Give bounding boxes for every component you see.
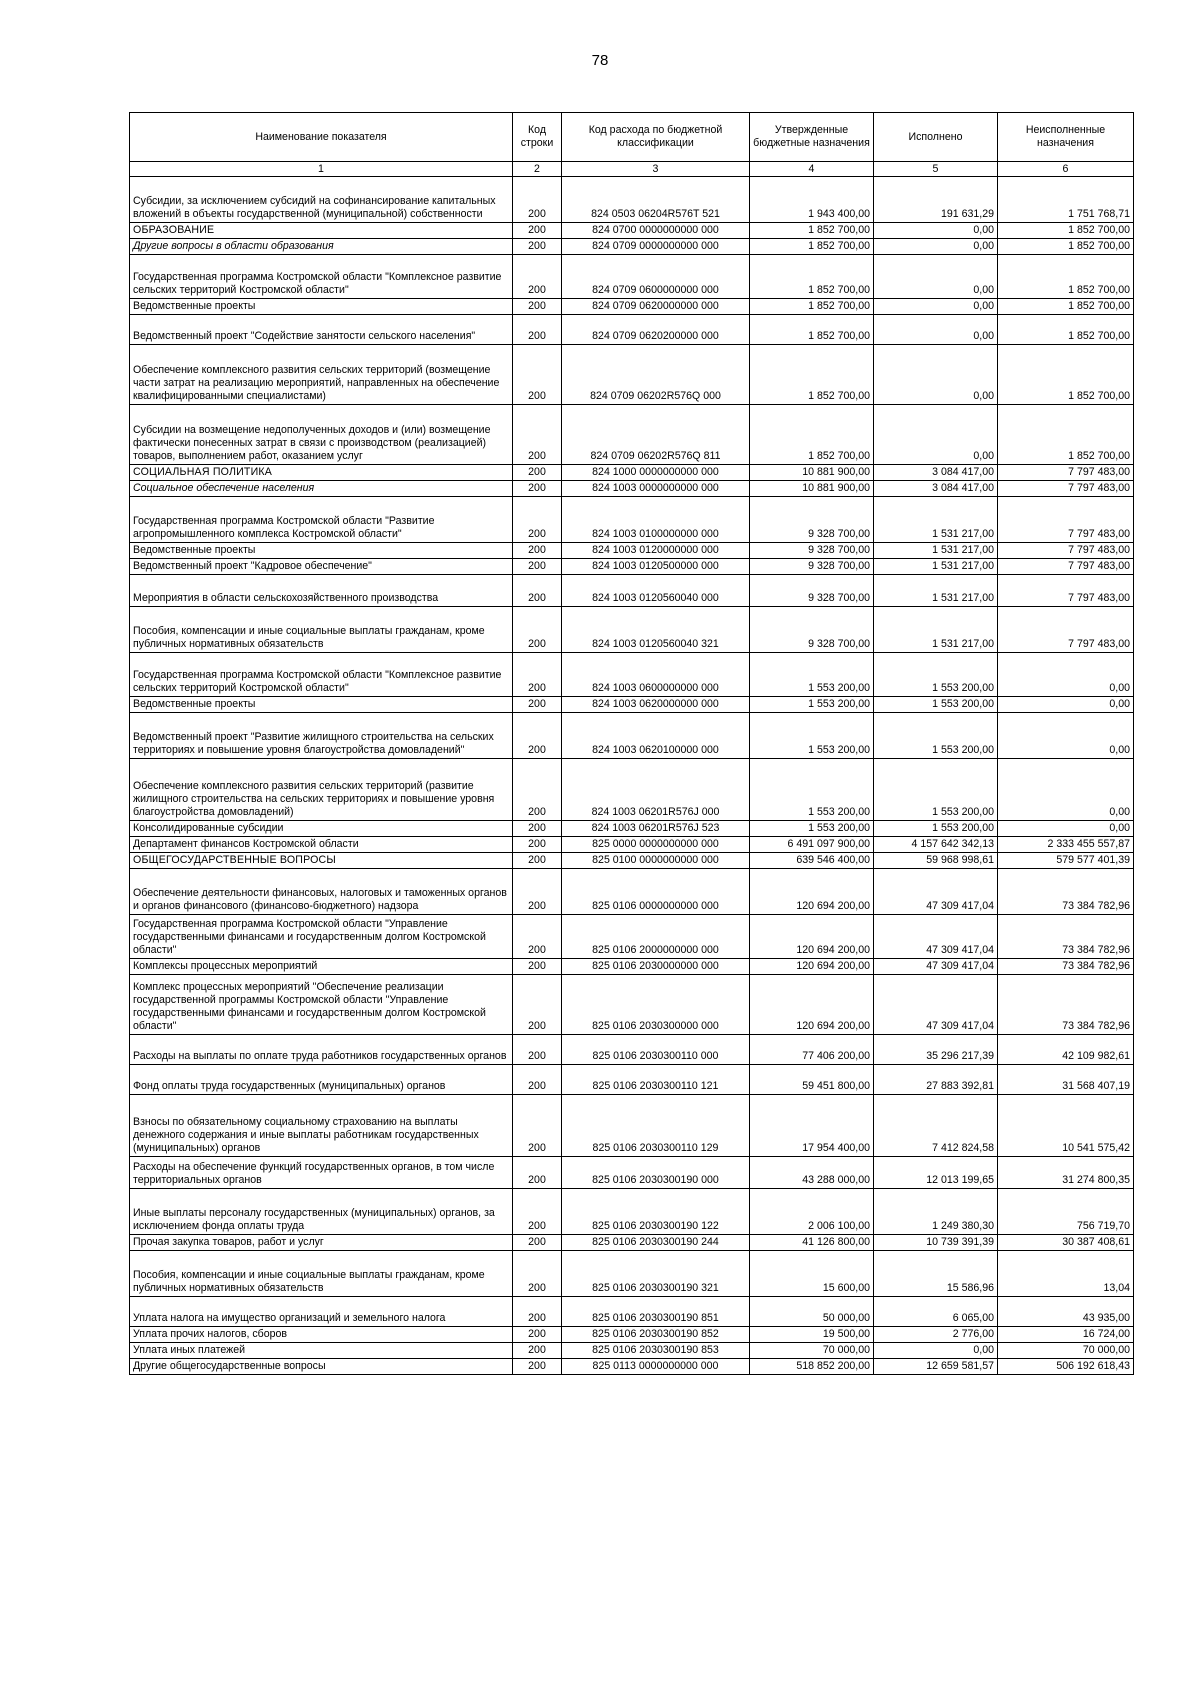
row-unexecuted-amount: 7 797 483,00: [998, 465, 1134, 481]
row-executed-amount: 47 309 417,04: [874, 869, 998, 915]
table-row: [130, 713, 1134, 759]
row-name: Субсидии, за исключением субсидий на софинансирование капитальных вложений в объекты государственной (муниципальной) собственности: [130, 177, 513, 223]
row-executed-amount: 12 659 581,57: [874, 1359, 998, 1375]
row-unexecuted-amount: 1 852 700,00: [998, 299, 1134, 315]
row-line-code: 200: [513, 481, 562, 497]
row-approved-amount: 43 288 000,00: [750, 1157, 874, 1189]
row-line-code: 200: [513, 959, 562, 975]
table-row: [130, 345, 1134, 405]
header-budget-code: Код расхода по бюджетной классификации: [562, 113, 750, 162]
row-unexecuted-amount: 31 274 800,35: [998, 1157, 1134, 1189]
row-name: Фонд оплаты труда государственных (муниципальных) органов: [130, 1065, 513, 1095]
row-line-code: 200: [513, 543, 562, 559]
row-executed-amount: 0,00: [874, 223, 998, 239]
row-budget-code: 825 0106 2030300190 853: [562, 1343, 750, 1359]
table-row: [130, 1157, 1134, 1189]
row-unexecuted-amount: 1 852 700,00: [998, 239, 1134, 255]
row-line-code: 200: [513, 653, 562, 697]
column-number: 1: [130, 162, 513, 177]
row-unexecuted-amount: 1 852 700,00: [998, 223, 1134, 239]
row-approved-amount: 1 553 200,00: [750, 759, 874, 821]
row-executed-amount: 1 531 217,00: [874, 497, 998, 543]
table-row: [130, 543, 1134, 559]
header-row: [130, 113, 1134, 162]
row-name: Ведомственный проект "Кадровое обеспечение": [130, 559, 513, 575]
table-row: [130, 959, 1134, 975]
row-approved-amount: 9 328 700,00: [750, 607, 874, 653]
row-unexecuted-amount: 756 719,70: [998, 1189, 1134, 1235]
row-name: Пособия, компенсации и иные социальные выплаты гражданам, кроме публичных нормативных обязательств: [130, 1251, 513, 1297]
row-executed-amount: 35 296 217,39: [874, 1035, 998, 1065]
row-line-code: 200: [513, 821, 562, 837]
row-unexecuted-amount: 1 852 700,00: [998, 405, 1134, 465]
row-executed-amount: 6 065,00: [874, 1297, 998, 1327]
row-budget-code: 824 0503 06204R576T 521: [562, 177, 750, 223]
row-name: Консолидированные субсидии: [130, 821, 513, 837]
row-line-code: 200: [513, 759, 562, 821]
row-budget-code: 824 1000 0000000000 000: [562, 465, 750, 481]
row-budget-code: 825 0106 2030300190 244: [562, 1235, 750, 1251]
row-approved-amount: 639 546 400,00: [750, 853, 874, 869]
row-unexecuted-amount: 2 333 455 557,87: [998, 837, 1134, 853]
row-executed-amount: 1 531 217,00: [874, 559, 998, 575]
row-approved-amount: 41 126 800,00: [750, 1235, 874, 1251]
row-approved-amount: 9 328 700,00: [750, 575, 874, 607]
row-unexecuted-amount: 0,00: [998, 653, 1134, 697]
row-unexecuted-amount: 70 000,00: [998, 1343, 1134, 1359]
row-approved-amount: 1 852 700,00: [750, 315, 874, 345]
row-executed-amount: 0,00: [874, 255, 998, 299]
row-approved-amount: 59 451 800,00: [750, 1065, 874, 1095]
row-approved-amount: 6 491 097 900,00: [750, 837, 874, 853]
row-approved-amount: 1 852 700,00: [750, 255, 874, 299]
row-executed-amount: 1 531 217,00: [874, 575, 998, 607]
row-budget-code: 824 0709 0620200000 000: [562, 315, 750, 345]
row-line-code: 200: [513, 607, 562, 653]
row-budget-code: 825 0100 0000000000 000: [562, 853, 750, 869]
row-approved-amount: 1 852 700,00: [750, 223, 874, 239]
row-executed-amount: 3 084 417,00: [874, 481, 998, 497]
row-unexecuted-amount: 7 797 483,00: [998, 481, 1134, 497]
header-executed: Исполнено: [874, 113, 998, 162]
row-budget-code: 824 0709 0600000000 000: [562, 255, 750, 299]
row-executed-amount: 1 553 200,00: [874, 653, 998, 697]
row-unexecuted-amount: 30 387 408,61: [998, 1235, 1134, 1251]
row-unexecuted-amount: 7 797 483,00: [998, 543, 1134, 559]
table-row: [130, 821, 1134, 837]
row-unexecuted-amount: 73 384 782,96: [998, 869, 1134, 915]
row-unexecuted-amount: 1 852 700,00: [998, 255, 1134, 299]
row-budget-code: 825 0106 0000000000 000: [562, 869, 750, 915]
table-row: [130, 405, 1134, 465]
table-row: [130, 465, 1134, 481]
row-unexecuted-amount: 73 384 782,96: [998, 959, 1134, 975]
row-name: Комплексы процессных мероприятий: [130, 959, 513, 975]
row-line-code: 200: [513, 177, 562, 223]
row-budget-code: 825 0106 2030300110 000: [562, 1035, 750, 1065]
row-line-code: 200: [513, 1035, 562, 1065]
row-line-code: 200: [513, 559, 562, 575]
row-name: Взносы по обязательному социальному страхованию на выплаты денежного содержания и иные выплаты работникам государственных (муниципальных) органов: [130, 1095, 513, 1157]
row-executed-amount: 4 157 642 342,13: [874, 837, 998, 853]
row-name: Другие вопросы в области образования: [130, 239, 513, 255]
row-line-code: 200: [513, 869, 562, 915]
row-executed-amount: 0,00: [874, 345, 998, 405]
row-approved-amount: 19 500,00: [750, 1327, 874, 1343]
row-budget-code: 825 0106 2030300110 121: [562, 1065, 750, 1095]
table-row: [130, 1235, 1134, 1251]
row-approved-amount: 1 553 200,00: [750, 697, 874, 713]
row-budget-code: 825 0106 2030300190 852: [562, 1327, 750, 1343]
row-approved-amount: 9 328 700,00: [750, 543, 874, 559]
row-executed-amount: 1 553 200,00: [874, 713, 998, 759]
row-budget-code: 824 1003 0120560040 000: [562, 575, 750, 607]
row-executed-amount: 0,00: [874, 1343, 998, 1359]
row-name: Расходы на обеспечение функций государственных органов, в том числе территориальных органов: [130, 1157, 513, 1189]
table-row: [130, 481, 1134, 497]
row-executed-amount: 27 883 392,81: [874, 1065, 998, 1095]
row-unexecuted-amount: 7 797 483,00: [998, 559, 1134, 575]
row-executed-amount: 1 553 200,00: [874, 821, 998, 837]
row-name: СОЦИАЛЬНАЯ ПОЛИТИКА: [130, 465, 513, 481]
row-name: Ведомственные проекты: [130, 299, 513, 315]
header-name: Наименование показателя: [130, 113, 513, 162]
table-row: [130, 1297, 1134, 1327]
row-name: Ведомственный проект "Содействие занятости сельского населения": [130, 315, 513, 345]
row-unexecuted-amount: 7 797 483,00: [998, 607, 1134, 653]
column-number: 5: [874, 162, 998, 177]
row-line-code: 200: [513, 345, 562, 405]
row-line-code: 200: [513, 1343, 562, 1359]
row-approved-amount: 17 954 400,00: [750, 1095, 874, 1157]
header-line-code: Код строки: [513, 113, 562, 162]
row-approved-amount: 120 694 200,00: [750, 869, 874, 915]
row-name: Государственная программа Костромской области "Управление государственными финансами и государственным долгом Костромской области": [130, 915, 513, 959]
row-name: Мероприятия в области сельскохозяйственного производства: [130, 575, 513, 607]
row-unexecuted-amount: 31 568 407,19: [998, 1065, 1134, 1095]
column-number: 2: [513, 162, 562, 177]
row-unexecuted-amount: 43 935,00: [998, 1297, 1134, 1327]
table-row: [130, 759, 1134, 821]
row-budget-code: 825 0106 2000000000 000: [562, 915, 750, 959]
row-executed-amount: 1 553 200,00: [874, 759, 998, 821]
row-budget-code: 824 0709 06202R576Q 811: [562, 405, 750, 465]
row-budget-code: 825 0113 0000000000 000: [562, 1359, 750, 1375]
row-line-code: 200: [513, 1095, 562, 1157]
table-row: [130, 1359, 1134, 1375]
row-approved-amount: 50 000,00: [750, 1297, 874, 1327]
row-line-code: 200: [513, 1297, 562, 1327]
table-row: [130, 653, 1134, 697]
table-row: [130, 869, 1134, 915]
row-budget-code: 825 0106 2030000000 000: [562, 959, 750, 975]
row-approved-amount: 77 406 200,00: [750, 1035, 874, 1065]
row-executed-amount: 2 776,00: [874, 1327, 998, 1343]
row-unexecuted-amount: 7 797 483,00: [998, 497, 1134, 543]
row-budget-code: 824 0709 06202R576Q 000: [562, 345, 750, 405]
row-executed-amount: 15 586,96: [874, 1251, 998, 1297]
row-line-code: 200: [513, 1327, 562, 1343]
row-line-code: 200: [513, 915, 562, 959]
row-budget-code: 824 1003 0120560040 321: [562, 607, 750, 653]
row-unexecuted-amount: 73 384 782,96: [998, 915, 1134, 959]
row-budget-code: 825 0106 2030300190 122: [562, 1189, 750, 1235]
row-budget-code: 824 1003 06201R576J 000: [562, 759, 750, 821]
row-budget-code: 824 1003 06201R576J 523: [562, 821, 750, 837]
row-executed-amount: 3 084 417,00: [874, 465, 998, 481]
row-line-code: 200: [513, 255, 562, 299]
row-executed-amount: 0,00: [874, 299, 998, 315]
row-approved-amount: 1 553 200,00: [750, 821, 874, 837]
header-approved: Утвержденные бюджетные назначения: [750, 113, 874, 162]
row-budget-code: 825 0106 2030300000 000: [562, 975, 750, 1035]
row-unexecuted-amount: 73 384 782,96: [998, 975, 1134, 1035]
header-unexecuted: Неисполненные назначения: [998, 113, 1134, 162]
row-budget-code: 824 1003 0100000000 000: [562, 497, 750, 543]
table-row: [130, 853, 1134, 869]
row-line-code: 200: [513, 853, 562, 869]
row-name: Расходы на выплаты по оплате труда работников государственных органов: [130, 1035, 513, 1065]
row-approved-amount: 9 328 700,00: [750, 559, 874, 575]
row-unexecuted-amount: 1 852 700,00: [998, 315, 1134, 345]
row-unexecuted-amount: 42 109 982,61: [998, 1035, 1134, 1065]
row-executed-amount: 1 249 380,30: [874, 1189, 998, 1235]
table-row: [130, 1189, 1134, 1235]
row-budget-code: 825 0106 2030300110 129: [562, 1095, 750, 1157]
table-row: [130, 1035, 1134, 1065]
row-name: Комплекс процессных мероприятий "Обеспечение реализации государственной программы Костромской области "Управление государственными финансами и государственным долгом Костромской области": [130, 975, 513, 1035]
row-approved-amount: 120 694 200,00: [750, 975, 874, 1035]
row-approved-amount: 120 694 200,00: [750, 959, 874, 975]
row-name: Государственная программа Костромской области "Развитие агропромышленного комплекса Костромской области": [130, 497, 513, 543]
table-body: [130, 177, 1134, 1375]
row-budget-code: 824 0709 0620000000 000: [562, 299, 750, 315]
row-unexecuted-amount: 16 724,00: [998, 1327, 1134, 1343]
row-line-code: 200: [513, 405, 562, 465]
row-executed-amount: 47 309 417,04: [874, 959, 998, 975]
row-executed-amount: 47 309 417,04: [874, 975, 998, 1035]
row-executed-amount: 12 013 199,65: [874, 1157, 998, 1189]
row-line-code: 200: [513, 713, 562, 759]
row-executed-amount: 0,00: [874, 315, 998, 345]
row-line-code: 200: [513, 1157, 562, 1189]
table-row: [130, 239, 1134, 255]
row-line-code: 200: [513, 465, 562, 481]
row-approved-amount: 1 852 700,00: [750, 299, 874, 315]
row-executed-amount: 10 739 391,39: [874, 1235, 998, 1251]
column-number: 4: [750, 162, 874, 177]
row-line-code: 200: [513, 223, 562, 239]
row-approved-amount: 1 852 700,00: [750, 405, 874, 465]
row-name: Государственная программа Костромской области "Комплексное развитие сельских территорий Костромской области": [130, 255, 513, 299]
row-budget-code: 824 1003 0000000000 000: [562, 481, 750, 497]
row-name: Социальное обеспечение населения: [130, 481, 513, 497]
row-line-code: 200: [513, 1251, 562, 1297]
column-number: 3: [562, 162, 750, 177]
row-executed-amount: 1 531 217,00: [874, 543, 998, 559]
row-unexecuted-amount: 0,00: [998, 821, 1134, 837]
row-name: Прочая закупка товаров, работ и услуг: [130, 1235, 513, 1251]
row-line-code: 200: [513, 1359, 562, 1375]
row-budget-code: 824 1003 0120500000 000: [562, 559, 750, 575]
column-number-row: [130, 162, 1134, 177]
table-row: [130, 607, 1134, 653]
row-line-code: 200: [513, 575, 562, 607]
table-row: [130, 1065, 1134, 1095]
row-executed-amount: 59 968 998,61: [874, 853, 998, 869]
row-budget-code: 825 0106 2030300190 321: [562, 1251, 750, 1297]
row-approved-amount: 1 852 700,00: [750, 239, 874, 255]
row-approved-amount: 15 600,00: [750, 1251, 874, 1297]
row-unexecuted-amount: 13,04: [998, 1251, 1134, 1297]
row-executed-amount: 0,00: [874, 405, 998, 465]
row-executed-amount: 1 531 217,00: [874, 607, 998, 653]
row-line-code: 200: [513, 697, 562, 713]
row-approved-amount: 120 694 200,00: [750, 915, 874, 959]
row-unexecuted-amount: 579 577 401,39: [998, 853, 1134, 869]
row-name: Уплата иных платежей: [130, 1343, 513, 1359]
row-budget-code: 824 1003 0600000000 000: [562, 653, 750, 697]
table-row: [130, 1327, 1134, 1343]
table-row: [130, 299, 1134, 315]
row-name: Обеспечение комплексного развития сельских территорий (возмещение части затрат на реализацию мероприятий, направленных на обеспечение квалифицированными специалистами): [130, 345, 513, 405]
row-name: Государственная программа Костромской области "Комплексное развитие сельских территорий Костромской области": [130, 653, 513, 697]
row-approved-amount: 9 328 700,00: [750, 497, 874, 543]
table-row: [130, 837, 1134, 853]
row-name: Департамент финансов Костромской области: [130, 837, 513, 853]
table-row: [130, 255, 1134, 299]
row-approved-amount: 1 553 200,00: [750, 653, 874, 697]
table-row: [130, 1343, 1134, 1359]
row-executed-amount: 47 309 417,04: [874, 915, 998, 959]
row-line-code: 200: [513, 497, 562, 543]
row-name: Обеспечение комплексного развития сельских территорий (развитие жилищного строительства на сельских территориях и повышение уровня благоустройства домовладений): [130, 759, 513, 821]
row-name: Ведомственные проекты: [130, 543, 513, 559]
row-approved-amount: 1 852 700,00: [750, 345, 874, 405]
row-name: Другие общегосударственные вопросы: [130, 1359, 513, 1375]
table-row: [130, 697, 1134, 713]
row-approved-amount: 10 881 900,00: [750, 465, 874, 481]
row-name: Субсидии на возмещение недополученных доходов и (или) возмещение фактически понесенных затрат в связи с производством (реализацией) товаров, выполнением работ, оказанием услуг: [130, 405, 513, 465]
row-executed-amount: 191 631,29: [874, 177, 998, 223]
row-approved-amount: 1 943 400,00: [750, 177, 874, 223]
row-budget-code: 825 0000 0000000000 000: [562, 837, 750, 853]
row-name: Обеспечение деятельности финансовых, налоговых и таможенных органов и органов финансового (финансово-бюджетного) надзора: [130, 869, 513, 915]
row-unexecuted-amount: 0,00: [998, 697, 1134, 713]
row-approved-amount: 2 006 100,00: [750, 1189, 874, 1235]
row-unexecuted-amount: 506 192 618,43: [998, 1359, 1134, 1375]
row-unexecuted-amount: 1 751 768,71: [998, 177, 1134, 223]
row-budget-code: 824 0709 0000000000 000: [562, 239, 750, 255]
table-row: [130, 223, 1134, 239]
row-name: Ведомственный проект "Развитие жилищного строительства на сельских территориях и повышение уровня благоустройства домовладений": [130, 713, 513, 759]
row-line-code: 200: [513, 975, 562, 1035]
row-line-code: 200: [513, 1235, 562, 1251]
row-line-code: 200: [513, 1189, 562, 1235]
row-line-code: 200: [513, 299, 562, 315]
row-approved-amount: 1 553 200,00: [750, 713, 874, 759]
row-budget-code: 824 1003 0620100000 000: [562, 713, 750, 759]
row-budget-code: 824 1003 0620000000 000: [562, 697, 750, 713]
row-name: ОБРАЗОВАНИЕ: [130, 223, 513, 239]
page-number: 78: [591, 52, 609, 69]
table-row: [130, 1251, 1134, 1297]
row-name: Ведомственные проекты: [130, 697, 513, 713]
row-approved-amount: 10 881 900,00: [750, 481, 874, 497]
row-unexecuted-amount: 0,00: [998, 713, 1134, 759]
row-budget-code: 825 0106 2030300190 851: [562, 1297, 750, 1327]
budget-execution-table: [129, 112, 1134, 1375]
row-name: Иные выплаты персоналу государственных (муниципальных) органов, за исключением фонда оплаты труда: [130, 1189, 513, 1235]
row-name: Пособия, компенсации и иные социальные выплаты гражданам, кроме публичных нормативных обязательств: [130, 607, 513, 653]
row-approved-amount: 518 852 200,00: [750, 1359, 874, 1375]
table-row: [130, 975, 1134, 1035]
table-row: [130, 497, 1134, 543]
row-budget-code: 824 0700 0000000000 000: [562, 223, 750, 239]
table-row: [130, 575, 1134, 607]
row-line-code: 200: [513, 1065, 562, 1095]
row-line-code: 200: [513, 239, 562, 255]
row-unexecuted-amount: 0,00: [998, 759, 1134, 821]
row-line-code: 200: [513, 837, 562, 853]
row-budget-code: 824 1003 0120000000 000: [562, 543, 750, 559]
row-unexecuted-amount: 7 797 483,00: [998, 575, 1134, 607]
table-row: [130, 315, 1134, 345]
row-name: Уплата налога на имущество организаций и земельного налога: [130, 1297, 513, 1327]
row-executed-amount: 0,00: [874, 239, 998, 255]
table-row: [130, 915, 1134, 959]
row-budget-code: 825 0106 2030300190 000: [562, 1157, 750, 1189]
table-row: [130, 1095, 1134, 1157]
row-executed-amount: 7 412 824,58: [874, 1095, 998, 1157]
column-number: 6: [998, 162, 1134, 177]
row-executed-amount: 1 553 200,00: [874, 697, 998, 713]
row-unexecuted-amount: 1 852 700,00: [998, 345, 1134, 405]
table-row: [130, 559, 1134, 575]
row-approved-amount: 70 000,00: [750, 1343, 874, 1359]
table-row: [130, 177, 1134, 223]
row-unexecuted-amount: 10 541 575,42: [998, 1095, 1134, 1157]
row-name: ОБЩЕГОСУДАРСТВЕННЫЕ ВОПРОСЫ: [130, 853, 513, 869]
row-name: Уплата прочих налогов, сборов: [130, 1327, 513, 1343]
row-line-code: 200: [513, 315, 562, 345]
